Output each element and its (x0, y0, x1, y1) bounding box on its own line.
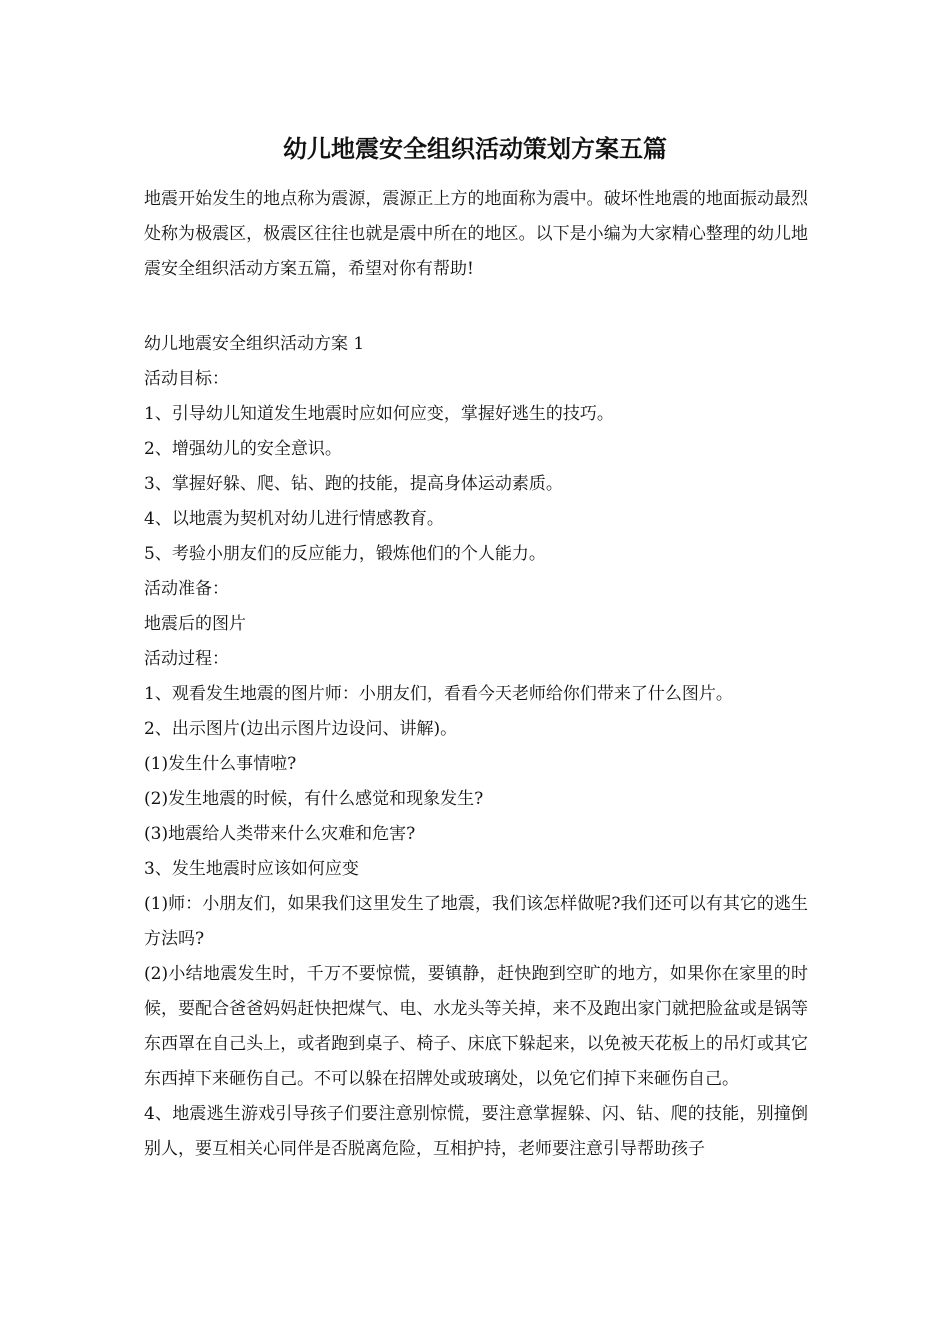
body-paragraph: (1)师：小朋友们，如果我们这里发生了地震，我们该怎样做呢?我们还可以有其它的逃生方法吗? (144, 894, 808, 949)
process-line: (1)发生什么事情啦? (144, 754, 297, 774)
process-line: 3、发生地震时应该如何应变 (144, 859, 359, 879)
document-title: 幼儿地震安全组织活动策划方案五篇 (283, 134, 667, 163)
prep-item: 地震后的图片 (144, 614, 246, 634)
process-line: (2)发生地震的时候，有什么感觉和现象发生? (144, 789, 484, 809)
process-line: 1、观看发生地震的图片师：小朋友们，看看今天老师给你们带来了什么图片。 (144, 684, 733, 704)
body-paragraph: 4、地震逃生游戏引导孩子们要注意别惊慌，要注意掌握躲、闪、钻、爬的技能，别撞倒别人，要互相关心同伴是否脱离危险，互相护持，老师要注意引导帮助孩子 (144, 1104, 808, 1159)
process-line: 2、出示图片(边出示图片边设问、讲解)。 (144, 719, 458, 739)
goals-heading: 活动目标： (144, 369, 229, 389)
section-heading: 幼儿地震安全组织活动方案 1 (144, 334, 365, 354)
paragraph-gap (144, 287, 808, 327)
body-paragraph: (2)小结地震发生时，千万不要惊慌，要镇静，赶快跑到空旷的地方，如果你在家里的时候，要配合爸爸妈妈赶快把煤气、电、水龙头等关掉，来不及跑出家门就把脸盆或是锅等东西罩在自己头上，或者跑到桌子、椅子、床底下躲起来，以免被天花板上的吊灯或其它东西掉下来砸伤自己。不可以躲在招牌处或玻璃处，以免它们掉下来砸伤自己。 (144, 964, 808, 1089)
intro-paragraph: 地震开始发生的地点称为震源，震源正上方的地面称为震中。破坏性地震的地面振动最烈处称为极震区，极震区往往也就是震中所在的地区。以下是小编为大家精心整理的幼儿地震安全组织活动方案五篇，希望对你有帮助! (144, 189, 808, 279)
process-line: (3)地震给人类带来什么灾难和危害? (144, 824, 416, 844)
goal-item: 1、引导幼儿知道发生地震时应如何应变，掌握好逃生的技巧。 (144, 404, 614, 424)
goal-item: 5、考验小朋友们的反应能力，锻炼他们的个人能力。 (144, 544, 546, 564)
process-heading: 活动过程： (144, 649, 229, 669)
document-body (144, 182, 808, 1167)
goal-item: 3、掌握好躲、爬、钻、跑的技能，提高身体运动素质。 (144, 474, 563, 494)
goal-item: 4、以地震为契机对幼儿进行情感教育。 (144, 509, 444, 529)
prep-heading: 活动准备： (144, 579, 229, 599)
goal-item: 2、增强幼儿的安全意识。 (144, 439, 342, 459)
